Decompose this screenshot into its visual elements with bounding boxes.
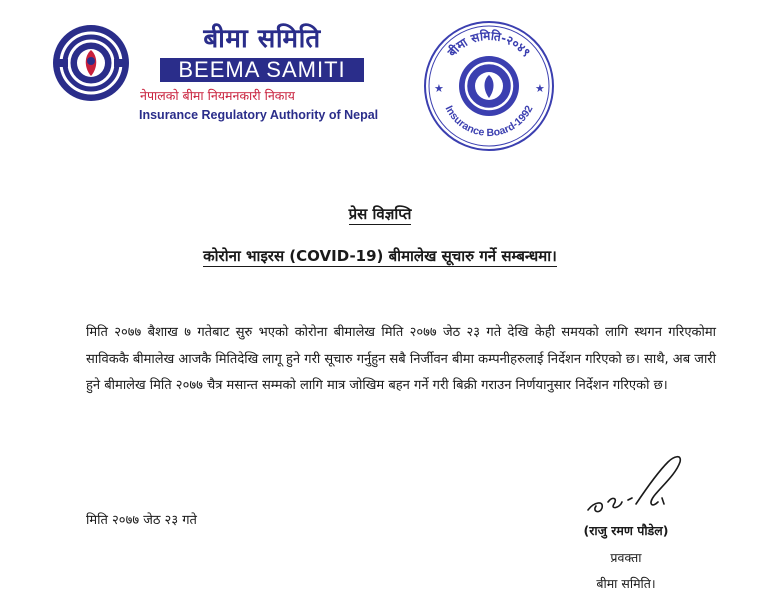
insurance-board-stamp-icon (421, 14, 557, 156)
brand-subtitle-english: Insurance Regulatory Authority of Nepal (139, 108, 379, 122)
signatory-name: (राजु रमण पौडेल) (583, 523, 669, 538)
brand-name-english: BEEMA SAMITI (160, 58, 364, 82)
svg-text:बीमा समिति-२०४९: बीमा समिति-२०४९ (444, 28, 534, 60)
handwritten-signature (578, 452, 708, 532)
issue-date: मिति २०७७ जेठ २३ गते (86, 513, 197, 528)
svg-text:★: ★ (434, 82, 444, 95)
svg-text:Insurance Board-1992: Insurance Board-1992 (442, 103, 536, 140)
press-release-heading: प्रेस विज्ञप्ति (348, 205, 412, 223)
brand-subtitle-nepali: नेपालको बीमा नियमनकारी निकाय (140, 88, 295, 103)
subject-text: कोरोना भाइरस (COVID-19) बीमालेख सूचारु गर्ने सम्बन्धमा। (203, 247, 557, 265)
brand-name-nepali: बीमा समिति (203, 24, 321, 54)
signatory-role: प्रवक्ता (610, 550, 642, 565)
subject-line (0, 246, 760, 266)
signatory-organization: बीमा समिति। (596, 576, 656, 591)
page-title (0, 204, 760, 224)
svg-text:★: ★ (535, 82, 545, 95)
body-paragraph: मिति २०७७ बैशाख ७ गतेबाट सुरु भएको कोरोना बीमालेख मिति २०७७ जेठ २३ गते देखि केही समयको लागि स्थगन गरिएकोमा साविककै बीमालेख आजकै मितिदेखि लागू हुने गरी सूचारु गर्नुहुन सबै निर्जीवन बीमा कम्पनीहरुलाई निर्देशन गरिएको छ। साथै, अब जारी हुने बीमालेख मिति २०७७ चैत्र मसान्त सम्मको लागि मात्र जोखिम बहन गर्ने गरी बिक्री गराउन निर्णयानुसार निर्देशन गरिएको छ। (86, 325, 716, 393)
beema-samiti-logo (52, 24, 130, 102)
